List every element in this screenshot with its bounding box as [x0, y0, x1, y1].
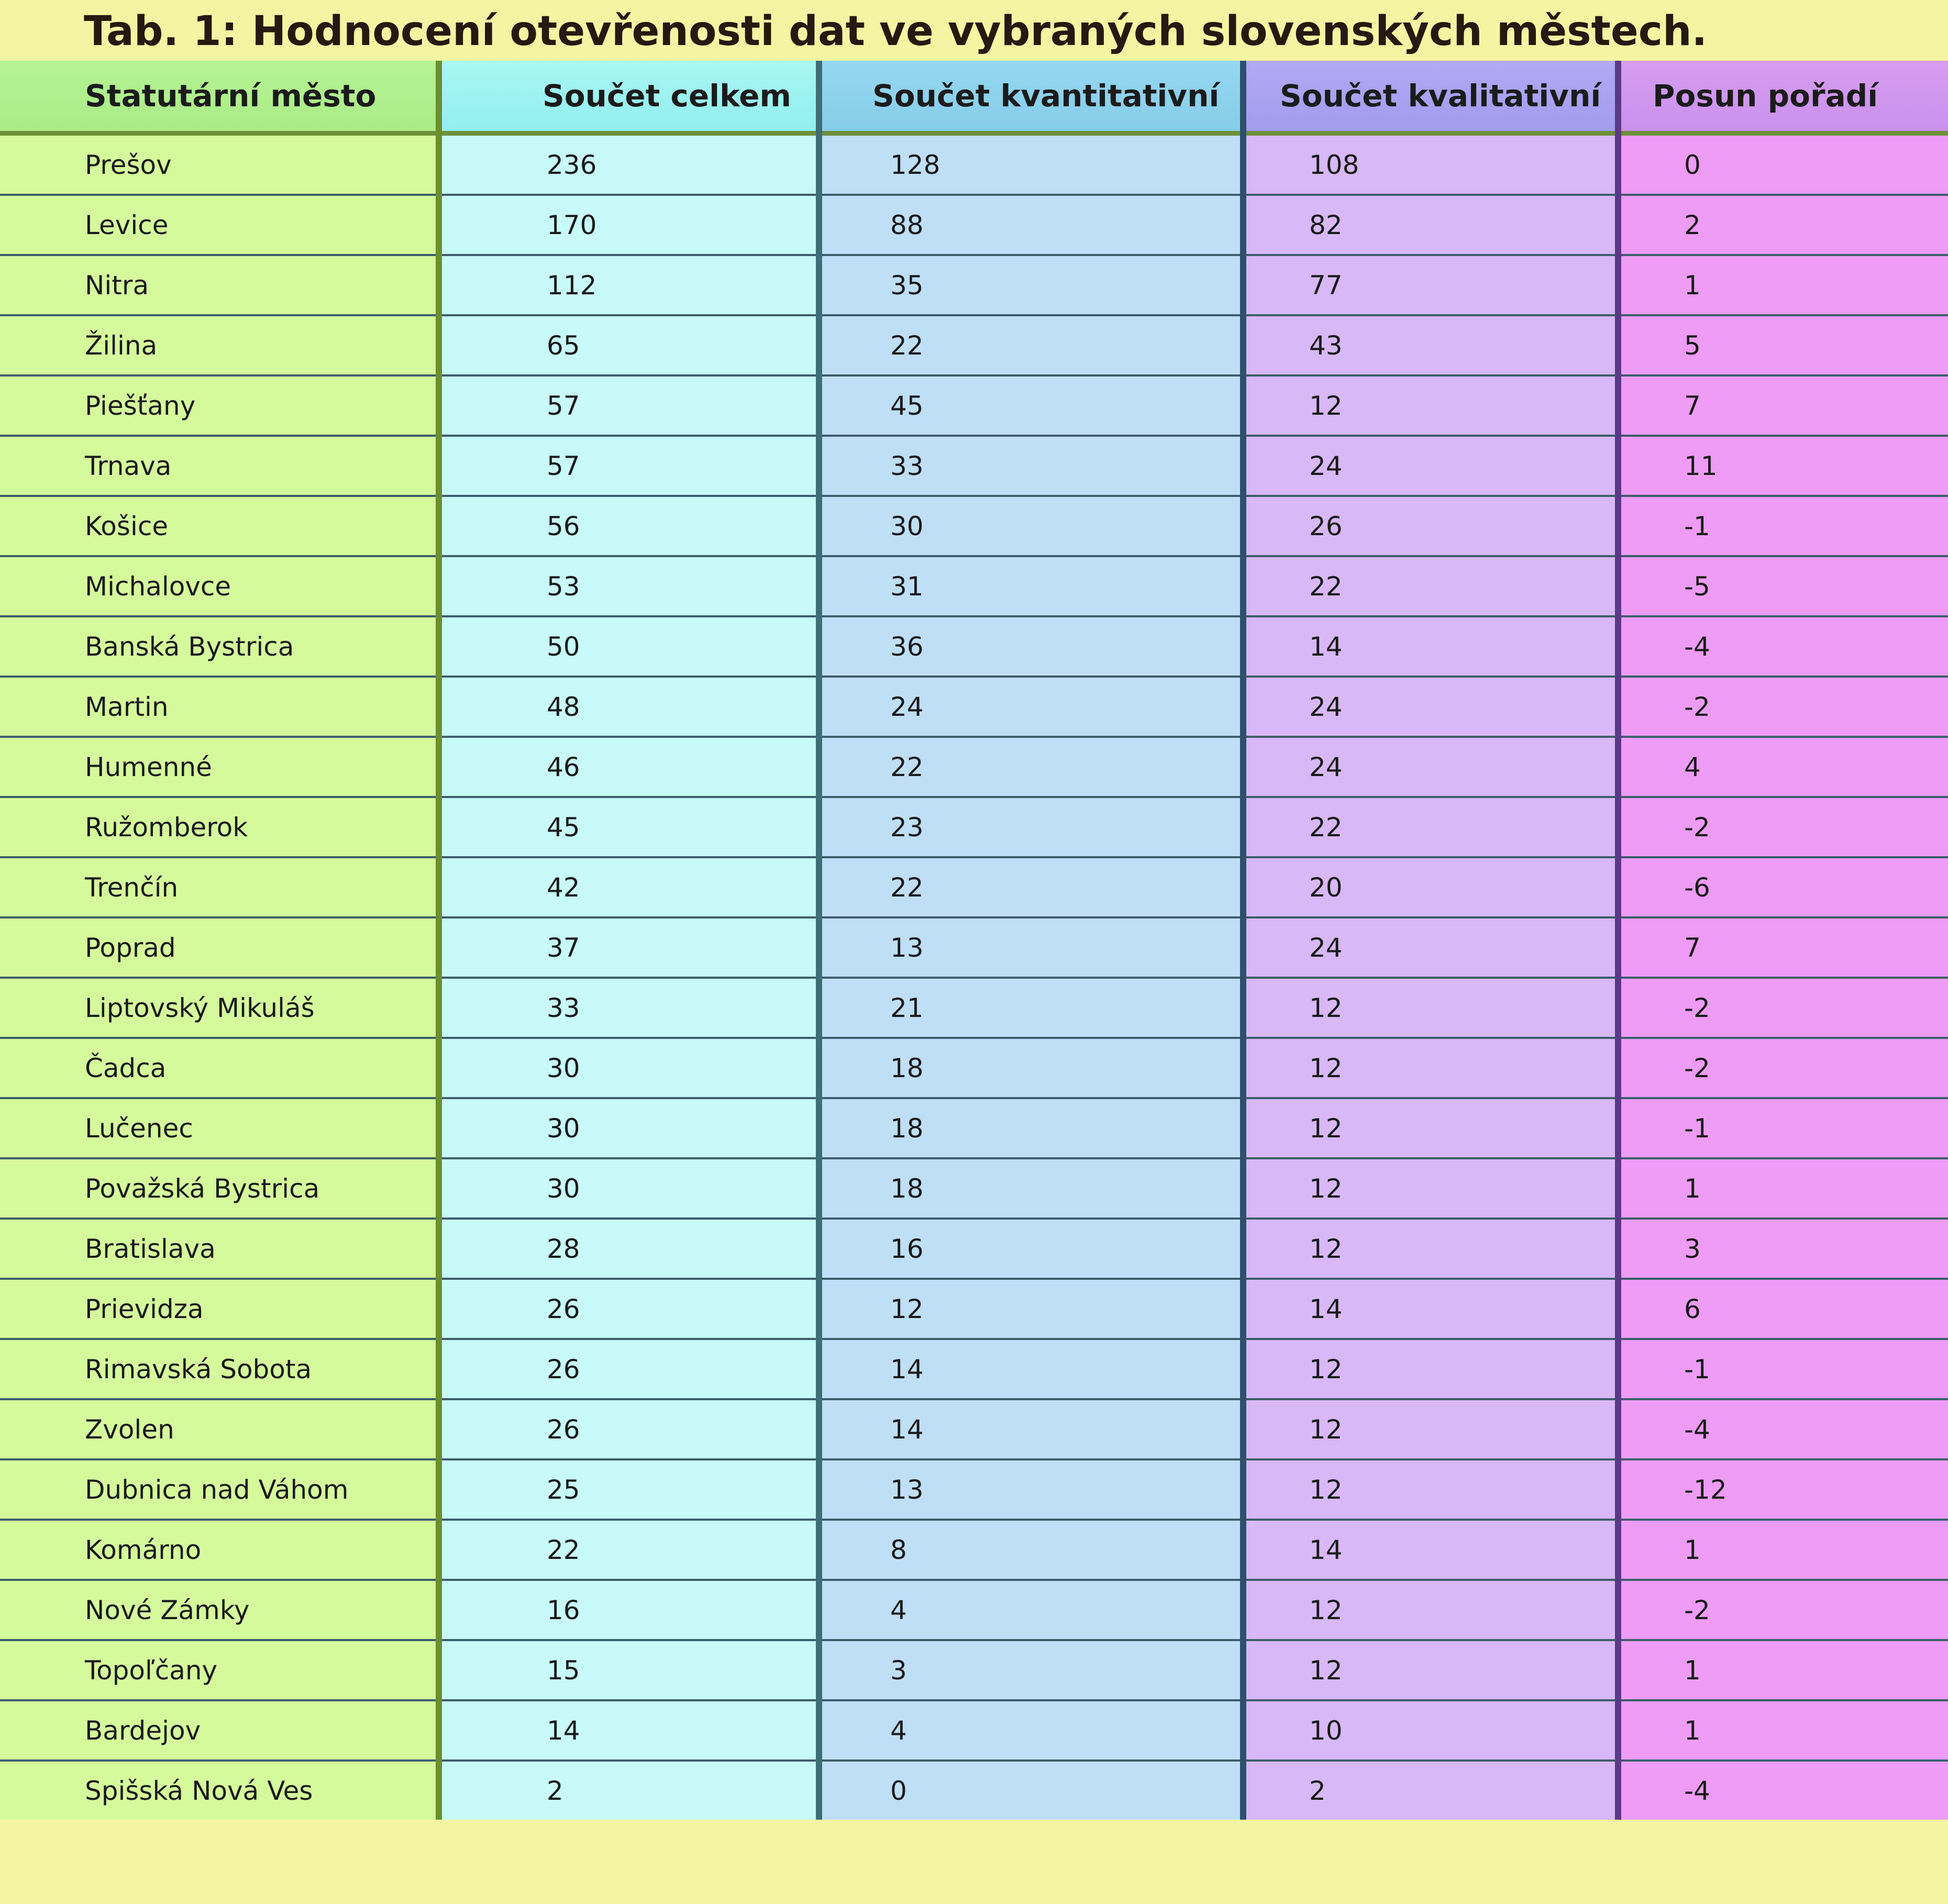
cell-total: 37: [439, 917, 819, 978]
cell-city: Komárno: [0, 1520, 439, 1580]
cell-qualitative: 12: [1243, 1158, 1618, 1219]
cell-qualitative: 12: [1243, 1580, 1618, 1640]
cell-city: Prievidza: [0, 1279, 439, 1339]
cell-city: Nové Zámky: [0, 1580, 439, 1640]
cell-qualitative: 77: [1243, 255, 1618, 315]
cell-rank-shift: 7: [1618, 917, 1948, 978]
cell-city: Trenčín: [0, 857, 439, 917]
cell-city: Levice: [0, 195, 439, 255]
cell-city: Nitra: [0, 255, 439, 315]
cell-qualitative: 82: [1243, 195, 1618, 255]
table-body: [0, 134, 1948, 1820]
cell-quantitative: 36: [819, 616, 1243, 677]
cell-quantitative: 22: [819, 315, 1243, 375]
cell-city: Bratislava: [0, 1219, 439, 1279]
cell-total: 30: [439, 1098, 819, 1158]
cell-total: 16: [439, 1580, 819, 1640]
table-row: [0, 496, 1948, 556]
cell-total: 14: [439, 1700, 819, 1761]
cell-rank-shift: 0: [1618, 134, 1948, 195]
cell-total: 30: [439, 1158, 819, 1219]
cell-quantitative: 22: [819, 857, 1243, 917]
cell-rank-shift: -1: [1618, 1098, 1948, 1158]
table-row: [0, 195, 1948, 255]
cell-qualitative: 26: [1243, 496, 1618, 556]
cell-rank-shift: 1: [1618, 255, 1948, 315]
cell-qualitative: 24: [1243, 917, 1618, 978]
table-row: [0, 1279, 1948, 1339]
table-row: [0, 797, 1948, 857]
cell-quantitative: 18: [819, 1098, 1243, 1158]
cell-rank-shift: -4: [1618, 1399, 1948, 1459]
cell-qualitative: 43: [1243, 315, 1618, 375]
cell-city: Dubnica nad Váhom: [0, 1459, 439, 1520]
cell-quantitative: 24: [819, 677, 1243, 737]
cell-quantitative: 13: [819, 1459, 1243, 1520]
column-header-quantitative: Součet kvantitativní: [819, 61, 1243, 134]
cell-quantitative: 21: [819, 978, 1243, 1038]
cell-city: Liptovský Mikuláš: [0, 978, 439, 1038]
cell-qualitative: 12: [1243, 375, 1618, 436]
cell-quantitative: 45: [819, 375, 1243, 436]
cell-city: Čadca: [0, 1038, 439, 1098]
cell-quantitative: 4: [819, 1700, 1243, 1761]
cell-rank-shift: -1: [1618, 1339, 1948, 1399]
table-row: [0, 677, 1948, 737]
table-row: [0, 375, 1948, 436]
table-row: [0, 737, 1948, 797]
cell-rank-shift: 1: [1618, 1520, 1948, 1580]
cell-rank-shift: 7: [1618, 375, 1948, 436]
table-row: [0, 1520, 1948, 1580]
cell-qualitative: 12: [1243, 1219, 1618, 1279]
cell-quantitative: 3: [819, 1640, 1243, 1700]
cell-rank-shift: 6: [1618, 1279, 1948, 1339]
cell-qualitative: 24: [1243, 436, 1618, 496]
cell-total: 15: [439, 1640, 819, 1700]
cell-quantitative: 30: [819, 496, 1243, 556]
table-row: [0, 1640, 1948, 1700]
cell-rank-shift: 3: [1618, 1219, 1948, 1279]
cell-city: Piešťany: [0, 375, 439, 436]
cell-quantitative: 16: [819, 1219, 1243, 1279]
cell-total: 26: [439, 1339, 819, 1399]
table-row: [0, 1761, 1948, 1820]
cell-total: 30: [439, 1038, 819, 1098]
table-row: [0, 1700, 1948, 1761]
cell-total: 26: [439, 1279, 819, 1339]
cell-total: 56: [439, 496, 819, 556]
cell-city: Ružomberok: [0, 797, 439, 857]
cell-total: 57: [439, 375, 819, 436]
table-row: [0, 1339, 1948, 1399]
cell-rank-shift: -4: [1618, 1761, 1948, 1820]
column-header-total: Součet celkem: [439, 61, 819, 134]
data-table-container: [0, 61, 1948, 1904]
cell-city: Rimavská Sobota: [0, 1339, 439, 1399]
table-row: [0, 1459, 1948, 1520]
cell-rank-shift: 5: [1618, 315, 1948, 375]
cell-qualitative: 14: [1243, 1279, 1618, 1339]
table-row: [0, 1580, 1948, 1640]
table-row: [0, 556, 1948, 616]
cell-quantitative: 35: [819, 255, 1243, 315]
cell-rank-shift: -5: [1618, 556, 1948, 616]
table-title: Tab. 1: Hodnocení otevřenosti dat ve vybraných slovenských městech.: [84, 8, 1708, 55]
cell-total: 33: [439, 978, 819, 1038]
cell-total: 48: [439, 677, 819, 737]
cell-rank-shift: -2: [1618, 1580, 1948, 1640]
cell-rank-shift: 4: [1618, 737, 1948, 797]
table-row: [0, 1098, 1948, 1158]
cell-quantitative: 14: [819, 1339, 1243, 1399]
table-row: [0, 978, 1948, 1038]
cell-quantitative: 23: [819, 797, 1243, 857]
table-row: [0, 1219, 1948, 1279]
table-row: [0, 1158, 1948, 1219]
cell-qualitative: 24: [1243, 737, 1618, 797]
table-row: [0, 1038, 1948, 1098]
table-row: [0, 255, 1948, 315]
cell-city: Prešov: [0, 134, 439, 195]
cell-quantitative: 128: [819, 134, 1243, 195]
column-header-rank-shift: Posun pořadí: [1618, 61, 1948, 134]
cell-city: Žilina: [0, 315, 439, 375]
cell-quantitative: 88: [819, 195, 1243, 255]
column-header-qualitative: Součet kvalitativní: [1243, 61, 1618, 134]
cell-qualitative: 12: [1243, 1399, 1618, 1459]
cell-qualitative: 2: [1243, 1761, 1618, 1820]
cell-quantitative: 33: [819, 436, 1243, 496]
cell-total: 26: [439, 1399, 819, 1459]
cell-qualitative: 12: [1243, 1339, 1618, 1399]
cell-total: 57: [439, 436, 819, 496]
table-row: [0, 315, 1948, 375]
cell-city: Bardejov: [0, 1700, 439, 1761]
cell-qualitative: 14: [1243, 1520, 1618, 1580]
city-data-table: [0, 61, 1948, 1820]
cell-qualitative: 10: [1243, 1700, 1618, 1761]
cell-qualitative: 24: [1243, 677, 1618, 737]
cell-quantitative: 0: [819, 1761, 1243, 1820]
cell-total: 28: [439, 1219, 819, 1279]
table-row: [0, 1399, 1948, 1459]
cell-total: 53: [439, 556, 819, 616]
cell-rank-shift: -2: [1618, 677, 1948, 737]
cell-qualitative: 20: [1243, 857, 1618, 917]
cell-rank-shift: -2: [1618, 1038, 1948, 1098]
cell-qualitative: 22: [1243, 556, 1618, 616]
cell-qualitative: 12: [1243, 1098, 1618, 1158]
cell-rank-shift: 1: [1618, 1640, 1948, 1700]
cell-qualitative: 108: [1243, 134, 1618, 195]
table-row: [0, 917, 1948, 978]
cell-city: Michalovce: [0, 556, 439, 616]
cell-total: 25: [439, 1459, 819, 1520]
cell-city: Zvolen: [0, 1399, 439, 1459]
cell-city: Považská Bystrica: [0, 1158, 439, 1219]
cell-total: 45: [439, 797, 819, 857]
table-row: [0, 857, 1948, 917]
cell-city: Poprad: [0, 917, 439, 978]
cell-quantitative: 18: [819, 1158, 1243, 1219]
cell-rank-shift: -2: [1618, 978, 1948, 1038]
cell-city: Lučenec: [0, 1098, 439, 1158]
cell-rank-shift: 11: [1618, 436, 1948, 496]
cell-rank-shift: -4: [1618, 616, 1948, 677]
cell-qualitative: 22: [1243, 797, 1618, 857]
cell-rank-shift: -1: [1618, 496, 1948, 556]
cell-rank-shift: 2: [1618, 195, 1948, 255]
cell-rank-shift: 1: [1618, 1700, 1948, 1761]
cell-city: Martin: [0, 677, 439, 737]
cell-qualitative: 12: [1243, 1038, 1618, 1098]
cell-rank-shift: -6: [1618, 857, 1948, 917]
cell-city: Košice: [0, 496, 439, 556]
cell-quantitative: 12: [819, 1279, 1243, 1339]
column-header-city: Statutární město: [0, 61, 439, 134]
cell-quantitative: 13: [819, 917, 1243, 978]
cell-total: 46: [439, 737, 819, 797]
cell-rank-shift: -12: [1618, 1459, 1948, 1520]
table-row: [0, 134, 1948, 195]
cell-total: 42: [439, 857, 819, 917]
cell-city: Trnava: [0, 436, 439, 496]
cell-rank-shift: 1: [1618, 1158, 1948, 1219]
cell-total: 170: [439, 195, 819, 255]
table-row: [0, 436, 1948, 496]
cell-total: 236: [439, 134, 819, 195]
cell-city: Topoľčany: [0, 1640, 439, 1700]
cell-total: 50: [439, 616, 819, 677]
cell-qualitative: 12: [1243, 1640, 1618, 1700]
header-row: [0, 61, 1948, 134]
table-row: [0, 616, 1948, 677]
cell-quantitative: 8: [819, 1520, 1243, 1580]
cell-total: 22: [439, 1520, 819, 1580]
cell-city: Spišská Nová Ves: [0, 1761, 439, 1820]
cell-qualitative: 12: [1243, 978, 1618, 1038]
cell-total: 65: [439, 315, 819, 375]
cell-total: 112: [439, 255, 819, 315]
cell-quantitative: 14: [819, 1399, 1243, 1459]
cell-total: 2: [439, 1761, 819, 1820]
cell-quantitative: 4: [819, 1580, 1243, 1640]
cell-quantitative: 31: [819, 556, 1243, 616]
cell-city: Humenné: [0, 737, 439, 797]
cell-rank-shift: -2: [1618, 797, 1948, 857]
cell-qualitative: 14: [1243, 616, 1618, 677]
cell-quantitative: 22: [819, 737, 1243, 797]
cell-city: Banská Bystrica: [0, 616, 439, 677]
cell-quantitative: 18: [819, 1038, 1243, 1098]
cell-qualitative: 12: [1243, 1459, 1618, 1520]
